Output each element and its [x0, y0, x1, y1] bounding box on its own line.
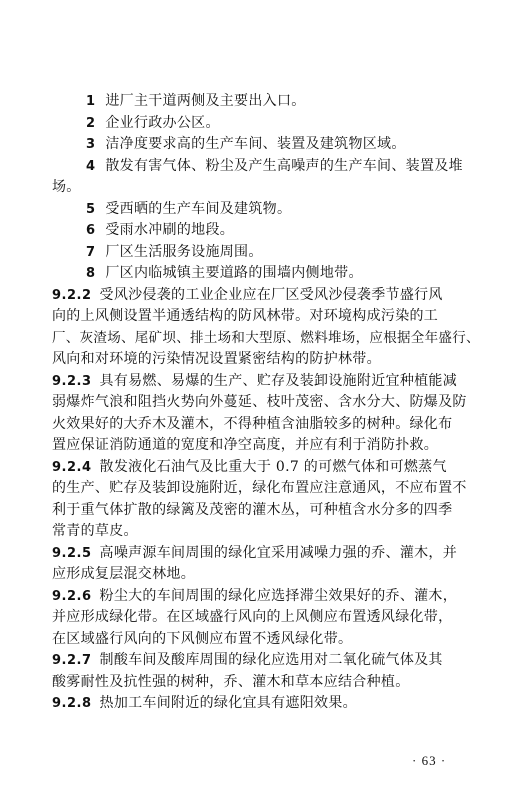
list-item-number: 1: [86, 94, 96, 109]
list-item-number: 7: [86, 244, 96, 260]
section-line: 的生产、贮存及装卸设施附近，绿化布置应注意通风，不应布置不: [52, 480, 467, 496]
section-line: 置应保证消防通道的宽度和净空高度，并应有利于消防扑救。: [52, 437, 439, 453]
section-first-line: [52, 371, 482, 393]
section-line: 常青的草皮。: [52, 523, 138, 539]
section-number: 9.2.6: [52, 588, 92, 604]
section-line: 向的上风侧设置半通透结构的防风林带。对环境构成污染的工: [52, 308, 439, 324]
section-text: 受风沙侵袭的工业企业应在厂区受风沙侵袭季节盛行风: [99, 286, 443, 303]
section-text: 粉尘大的车间周围的绿化应选择滞尘效果好的乔、灌木，: [99, 587, 458, 604]
list-item: [52, 91, 482, 113]
section-line: 在区域盛行风向的下风侧应布置不透风绿化带。: [52, 630, 353, 647]
list-item-text: 厂区内临城镇主要道路的围墙内侧地带。: [105, 265, 363, 281]
list-item-text: 受雨水冲刷的地段。: [105, 222, 235, 238]
list-item-text: 厂区生活服务设施周围。: [105, 243, 263, 260]
list-item-number: 6: [86, 223, 96, 238]
section-first-line: [52, 586, 482, 608]
section-text: 热加工车间附近的绿化宜具有遮阳效果。: [99, 695, 357, 711]
section-number: 9.2.7: [52, 653, 92, 668]
list-item-text: 受西晒的生产车间及建筑物。: [105, 200, 292, 217]
section-text: 散发液化石油气及比重大于 0.7 的可燃气体和可燃蒸气: [99, 458, 447, 475]
section-number: 9.2.5: [52, 545, 92, 561]
section-line: 风向和对环境的污染情况设置紧密结构的防护林带。: [52, 351, 381, 367]
list-item-number: 2: [86, 115, 96, 131]
list-item-text: 企业行政办公区。: [105, 114, 220, 131]
list-item-number: 8: [86, 266, 96, 281]
list-item: [52, 242, 482, 264]
section-line: 弱爆炸气浪和阻挡火势向外蔓延、枝叶茂密、含水分大、防爆及防: [52, 394, 467, 410]
list-item-continuation: 场。: [52, 179, 81, 195]
section-first-line: [52, 693, 482, 715]
list-item-number: 4: [86, 158, 96, 174]
section-number: 9.2.8: [52, 696, 92, 711]
list-item-text: 散发有害气体、粉尘及产生高噪声的生产车间、装置及堆: [105, 157, 463, 174]
section-number: 9.2.4: [52, 459, 92, 475]
section-line: 应形成复层混交林地。: [52, 566, 195, 582]
section-text: 高噪声源车间周围的绿化宜采用减噪力强的乔、灌木，并: [99, 544, 458, 561]
section-number: 9.2.2: [52, 287, 92, 303]
list-item: [52, 199, 482, 221]
text-flow: [52, 91, 482, 715]
section-first-line: [52, 543, 482, 565]
list-item: [52, 220, 482, 242]
section-number: 9.2.3: [52, 373, 92, 389]
section-line: 火效果好的大乔木及灌木，不得种植含油脂较多的树种。绿化布: [52, 415, 453, 432]
section-line: 酸雾耐性及抗性强的树种，乔、灌木和草本应结合种植。: [52, 673, 410, 690]
list-item: [52, 263, 482, 285]
section-line: 厂、灰渣场、尾矿坝、排土场和大型原、燃料堆场，应根据全年盛行、: [52, 329, 480, 346]
section-first-line: [52, 457, 482, 479]
list-item-number: 3: [86, 137, 96, 152]
list-item-text: 洁净度要求高的生产车间、装置及建筑物区域。: [105, 136, 406, 152]
section-text: 制酸车间及酸库周围的绿化应选用对二氧化硫气体及其: [99, 652, 443, 668]
page-number: · 63 ·: [412, 753, 447, 768]
section-line: 并应形成绿化带。在区域盛行风向的上风侧应布置透风绿化带，: [52, 609, 453, 625]
list-item-text: 进厂主干道两侧及主要出入口。: [105, 93, 306, 109]
section-text: 具有易燃、易爆的生产、贮存及装卸设施附近宜种植能减: [99, 372, 458, 389]
section-first-line: [52, 650, 482, 672]
list-item: [52, 113, 482, 135]
list-item: [52, 156, 482, 178]
list-item-number: 5: [86, 201, 96, 217]
list-item: [52, 134, 482, 156]
section-line: 利于重气体扩散的绿篱及茂密的灌木丛，可种植含水分多的四季: [52, 501, 453, 518]
section-first-line: [52, 285, 482, 307]
